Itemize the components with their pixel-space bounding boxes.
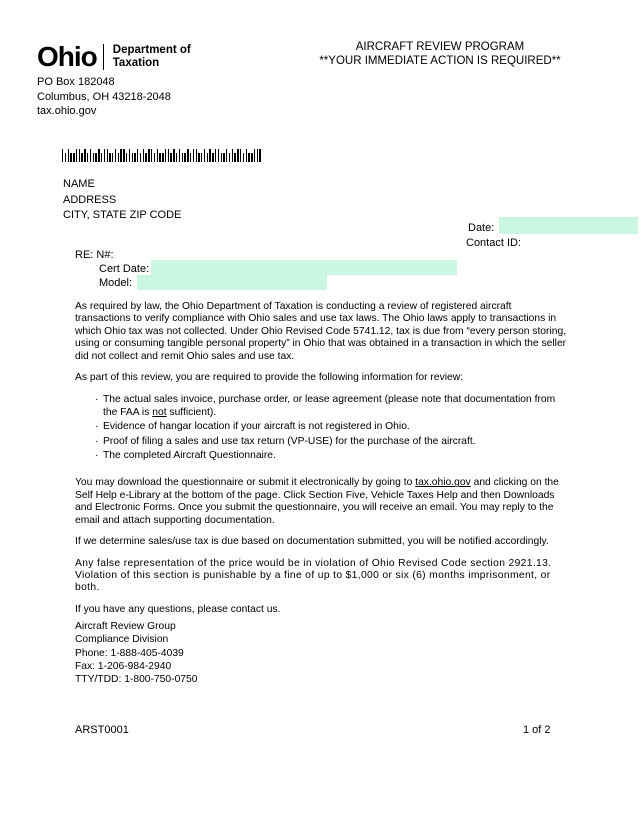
logo-dept-line2: Taxation: [112, 57, 160, 69]
ohio-logo: [37, 43, 191, 71]
signature-phone: Phone: 1-888-405-4039: [75, 647, 184, 659]
signature-group: Aircraft Review Group: [75, 621, 176, 632]
signature-block: [75, 620, 197, 686]
cert-date-label: Cert Date:: [99, 263, 150, 275]
requirements-list: [95, 394, 569, 462]
paragraph-contact: If you have any questions, please contact us.: [75, 603, 281, 615]
sender-address: [37, 75, 171, 119]
letter-body: [75, 301, 569, 616]
signature-fax: Fax: 1-206-984-2940: [75, 660, 172, 672]
signature-division: Compliance Division: [75, 634, 169, 646]
list-item: · Proof of filing a sales and use tax return (VP-USE) for the purchase of the aircraft.: [95, 436, 569, 448]
logo-department: [113, 44, 191, 70]
paragraph-requirements-intro: As part of this review, you are required to provide the following information for review:: [75, 372, 464, 384]
page-number: 1 of 2: [523, 724, 551, 736]
list-item: · Evidence of hangar location if your aircraft is not registered in Ohio.: [95, 421, 569, 433]
program-subtitle: **YOUR IMMEDIATE ACTION IS REQUIRED**: [319, 55, 561, 67]
list-item: · The completed Aircraft Questionnaire.: [95, 450, 569, 462]
re-n-number-label: RE: N#:: [75, 249, 114, 261]
sender-po-box: PO Box 182048: [37, 76, 115, 88]
date-field[interactable]: [499, 217, 638, 234]
paragraph-false-representation: Any false representation of the price would be in violation of Ohio Revised Code section 2921.13. Violation of this section is punishable by a fine of up to $1,000 or six (6) months imprisonment, or both.: [75, 557, 552, 594]
sender-website: tax.ohio.gov: [37, 105, 97, 117]
paragraph-notification: If we determine sales/use tax is due based on documentation submitted, you will be notified accordingly.: [75, 536, 549, 548]
logo-dept-line1: Department of: [112, 44, 191, 56]
list-item: · The actual sales invoice, purchase order, or lease agreement (please note that documentation from the FAA is not sufficient).: [95, 394, 569, 419]
recipient-city-state-zip: CITY, STATE ZIP CODE: [63, 209, 182, 221]
emphasis-not: not: [152, 406, 167, 418]
recipient-address-line: ADDRESS: [63, 193, 117, 206]
paragraph-review-notice: As required by law, the Ohio Department of Taxation is conducting a review of registered aircraft transactions to verify compliance with Ohio sales and use tax laws. The Ohio laws apply to transactions in which Ohio tax was not collected. Under Ohio Revised Code 5741.12, tax is due from “every person storing, using or consuming tangible personal property” in Ohio that was obtained in a transaction in which the seller did not collect and remit Ohio sales and use tax.: [75, 301, 567, 362]
form-id: ARST0001: [75, 724, 129, 736]
postal-barcode: [62, 148, 262, 162]
logo-wordmark: Ohio: [37, 41, 97, 72]
contact-id-label: Contact ID:: [466, 237, 522, 249]
paragraph-download-instructions: You may download the questionnaire or submit it electronically by going to tax.ohio.gov and clicking on the Self Help e-Library at the bottom of the page. Click Section Five, Vehicle Taxes Help and then Downloads and Electronic Forms. Once you submit the questionnaire, you will receive an email. You may reply to the email and attach supporting documentation.: [75, 477, 559, 526]
tax-ohio-gov-link[interactable]: tax.ohio.gov: [415, 477, 471, 489]
logo-divider: [103, 44, 104, 70]
signature-tty: TTY/TDD: 1-800-750-0750: [75, 674, 198, 686]
sender-city: Columbus, OH 43218-2048: [37, 90, 171, 103]
program-title: AIRCRAFT REVIEW PROGRAM: [355, 41, 525, 53]
program-heading: [300, 40, 580, 68]
cert-date-field[interactable]: [151, 260, 457, 275]
recipient-address: [63, 177, 181, 224]
recipient-name: NAME: [63, 178, 95, 190]
model-label: Model:: [99, 277, 133, 289]
date-label: Date:: [468, 222, 495, 234]
model-field[interactable]: [137, 275, 327, 290]
